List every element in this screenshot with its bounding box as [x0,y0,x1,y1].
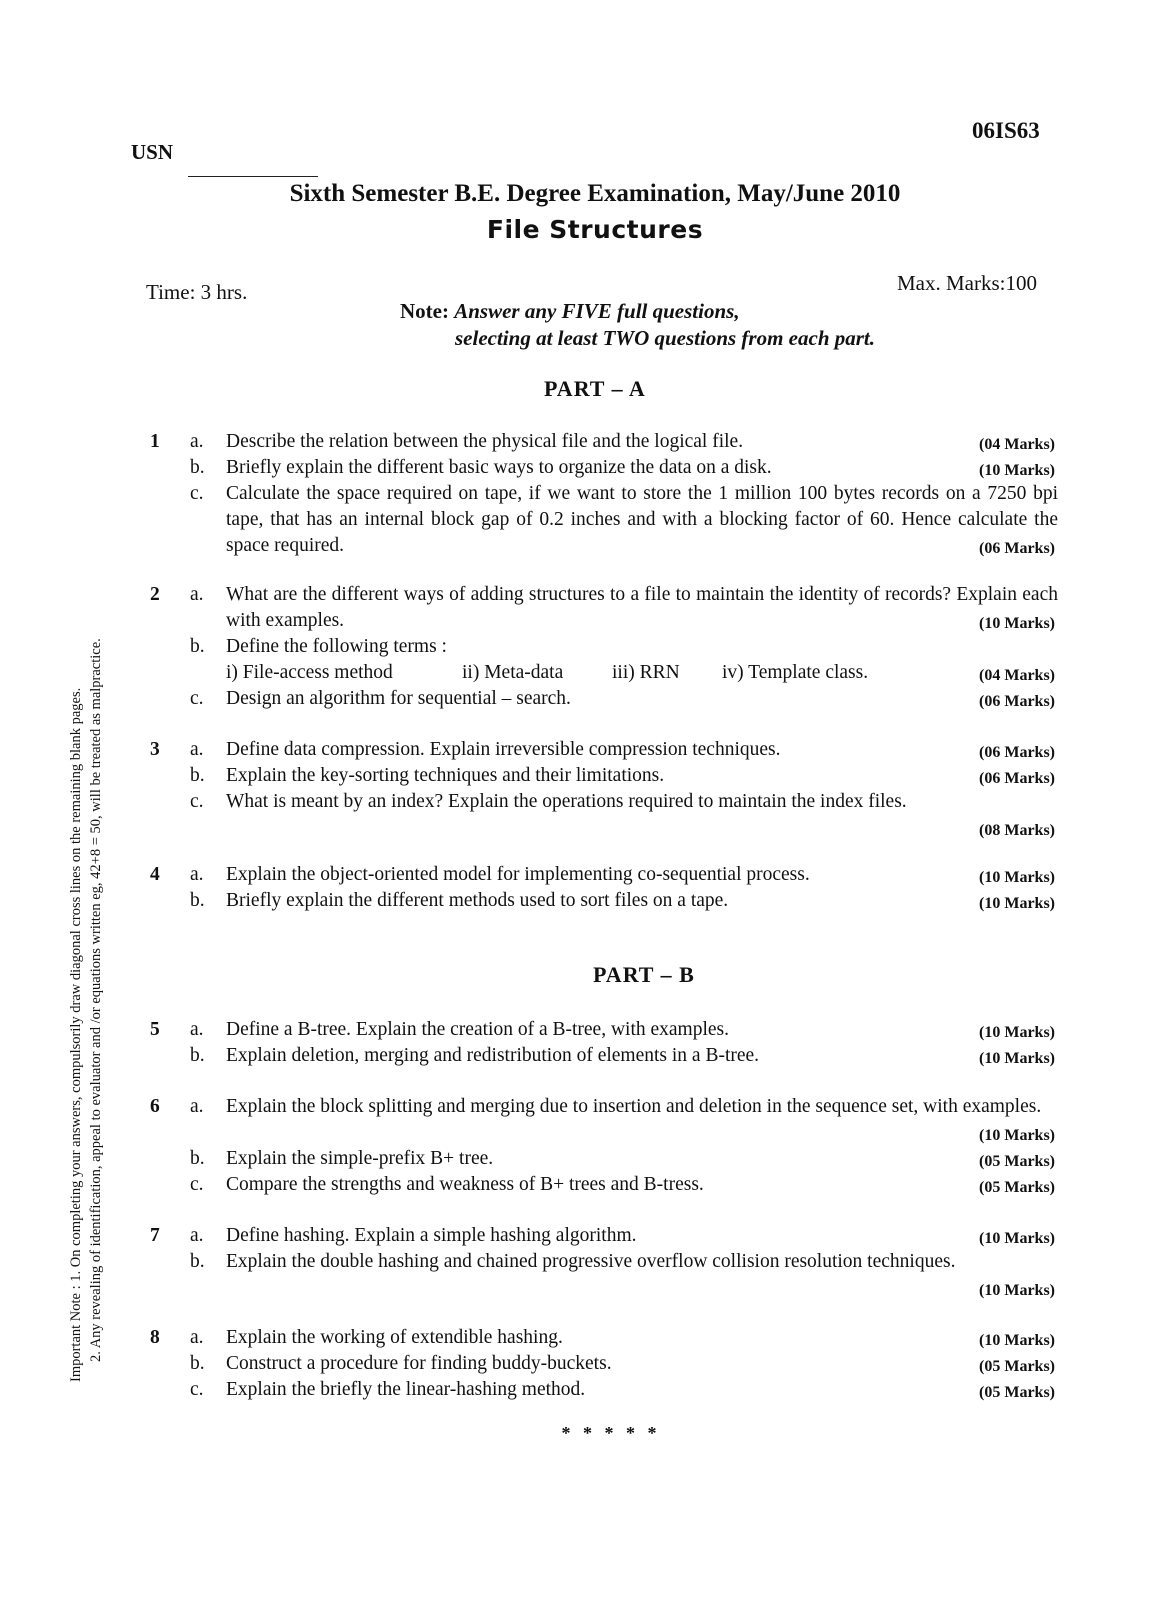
side-note-line-2: 2. Any revealing of identification, appeal to evaluator and /or equations written eg, 42+8 = 50, will be treated as malpractice. [88,638,104,1362]
note-label: Note: [400,299,449,323]
question-number: 3 [150,739,160,760]
max-marks: Max. Marks:100 [897,271,1037,295]
question-3 [0,737,1167,841]
sub-question [0,737,1167,763]
sub-question [0,582,1167,634]
sub-text: Construct a procedure for finding buddy-buckets. [226,1353,612,1374]
marks: (10 Marks) [979,1282,1055,1299]
question-5 [0,1017,1167,1069]
question-number: 6 [150,1096,160,1117]
marks: (04 Marks) [979,667,1055,684]
part-b-heading: PART – B [593,962,695,987]
sub-letter: a. [190,1327,204,1348]
question-4 [0,862,1167,914]
sub-letter: b. [190,890,205,911]
sub-letter: a. [190,584,204,605]
sub-text: Explain the key-sorting techniques and their limitations. [226,765,665,786]
sub-question [0,1377,1167,1403]
usn-label: USN [131,140,174,164]
sub-letter: a. [190,864,204,885]
marks: (10 Marks) [979,869,1055,886]
question-number: 7 [150,1225,160,1246]
sub-text: Briefly explain the different basic ways to organize the data on a disk. [226,457,772,478]
sub-question [0,789,1167,841]
sub-question [0,455,1167,481]
sub-question [0,1249,1167,1301]
sub-question [0,1094,1167,1146]
sub-letter: b. [190,1353,205,1374]
sub-text: Explain the block splitting and merging due to insertion and deletion in the sequence set, with examples. [226,1096,1042,1117]
marks: (08 Marks) [979,822,1055,839]
marks: (05 Marks) [979,1358,1055,1375]
sub-letter: b. [190,636,205,657]
sub-text: Define hashing. Explain a simple hashing algorithm. [226,1225,637,1246]
sub-letter: c. [190,1174,204,1195]
sub-text: Compare the strengths and weakness of B+ trees and B-tress. [226,1174,704,1195]
side-note-line-1: Important Note : 1. On completing your answers, compulsorily draw diagonal cross lines on the remaining blank pages. [68,687,84,1382]
sub-text: Design an algorithm for sequential – search. [226,688,571,709]
marks: (05 Marks) [979,1153,1055,1170]
question-number: 2 [150,584,160,605]
sub-letter: c. [190,791,204,812]
note-line-2: selecting at least TWO questions from each part. [455,326,875,350]
sub-question [0,862,1167,888]
question-7 [0,1223,1167,1301]
sub-letter: b. [190,765,205,786]
sub-letter: c. [190,688,204,709]
marks: (10 Marks) [979,1024,1055,1041]
note-line-1: Answer any FIVE full questions, [454,299,740,323]
question-8 [0,1325,1167,1403]
sub-question [0,763,1167,789]
sub-text: What is meant by an index? Explain the operations required to maintain the index files. [226,791,907,812]
question-number: 1 [150,431,160,452]
sub-text: Define data compression. Explain irreversible compression techniques. [226,739,781,760]
marks: (05 Marks) [979,1179,1055,1196]
sub-letter: b. [190,1045,205,1066]
sub-letter: a. [190,1019,204,1040]
sub-text: Explain the double hashing and chained progressive overflow collision resolution techniques. [226,1251,956,1272]
sub-question [0,1223,1167,1249]
part-a-heading: PART – A [544,376,646,401]
marks: (10 Marks) [979,1230,1055,1247]
sub-question [0,1017,1167,1043]
sub-letter: b. [190,457,205,478]
sub-question [0,1172,1167,1198]
sub-letter: a. [190,1096,204,1117]
paper-code: 06IS63 [972,118,1040,143]
marks: (10 Marks) [979,615,1055,632]
marks: (10 Marks) [979,1332,1055,1349]
sub-text: Calculate the space required on tape, if we want to store the 1 million 100 bytes records on a 7250 bpi tape, that has an internal block gap of 0.2 inches and with a blocking factor of 60. Hence calculate the space required. [226,483,1058,556]
time-label: Time: 3 hrs. [146,280,248,304]
sub-letter: a. [190,1225,204,1246]
sub-text: Explain the working of extendible hashing. [226,1327,563,1348]
term-item: ii) Meta-data [462,662,564,683]
end-marker: * * * * * [561,1423,661,1443]
question-2 [0,582,1167,712]
sub-question [0,634,1167,686]
sub-question [0,481,1167,559]
sub-text: Define a B-tree. Explain the creation of a B-tree, with examples. [226,1019,730,1040]
sub-question [0,888,1167,914]
sub-letter: a. [190,431,204,452]
marks: (06 Marks) [979,540,1055,557]
term-item: iv) Template class. [722,662,869,683]
sub-text: Describe the relation between the physical file and the logical file. [226,431,744,452]
sub-letter: b. [190,1148,205,1169]
sub-text [226,634,1056,686]
sub-letter: c. [190,1379,204,1400]
marks: (10 Marks) [979,1050,1055,1067]
marks: (04 Marks) [979,436,1055,453]
sub-question [0,1351,1167,1377]
question-1 [0,429,1167,559]
sub-text: Briefly explain the different methods used to sort files on a tape. [226,890,729,911]
subject-title: File Structures [486,215,704,244]
sub-letter: c. [190,483,204,504]
sub-text: Explain the simple-prefix B+ tree. [226,1148,494,1169]
exam-note [400,298,875,352]
sub-question [0,1146,1167,1172]
marks: (05 Marks) [979,1384,1055,1401]
question-number: 4 [150,864,160,885]
terms-intro: Define the following terms : [226,636,447,657]
exam-title: Sixth Semester B.E. Degree Examination, May/June 2010 [289,180,901,207]
term-item: i) File-access method [226,662,393,683]
sub-text: What are the different ways of adding structures to a file to maintain the identity of records? Explain each with examples. [226,584,1058,631]
sub-question [0,1043,1167,1069]
sub-text: Explain the briefly the linear-hashing method. [226,1379,586,1400]
sub-question [0,1325,1167,1351]
sub-question [0,686,1167,712]
sub-letter: a. [190,739,204,760]
term-item: iii) RRN [612,662,680,683]
sub-text: Explain the object-oriented model for implementing co-sequential process. [226,864,810,885]
usn-line [188,176,318,177]
sub-letter: b. [190,1251,205,1272]
marks: (10 Marks) [979,895,1055,912]
question-number: 5 [150,1019,160,1040]
marks: (06 Marks) [979,770,1055,787]
question-number: 8 [150,1327,160,1348]
terms-list [226,660,1056,686]
marks: (06 Marks) [979,693,1055,710]
question-6 [0,1094,1167,1198]
sub-text: Explain deletion, merging and redistribution of elements in a B-tree. [226,1045,760,1066]
marks: (06 Marks) [979,744,1055,761]
sub-question [0,429,1167,455]
marks: (10 Marks) [979,1127,1055,1144]
marks: (10 Marks) [979,462,1055,479]
